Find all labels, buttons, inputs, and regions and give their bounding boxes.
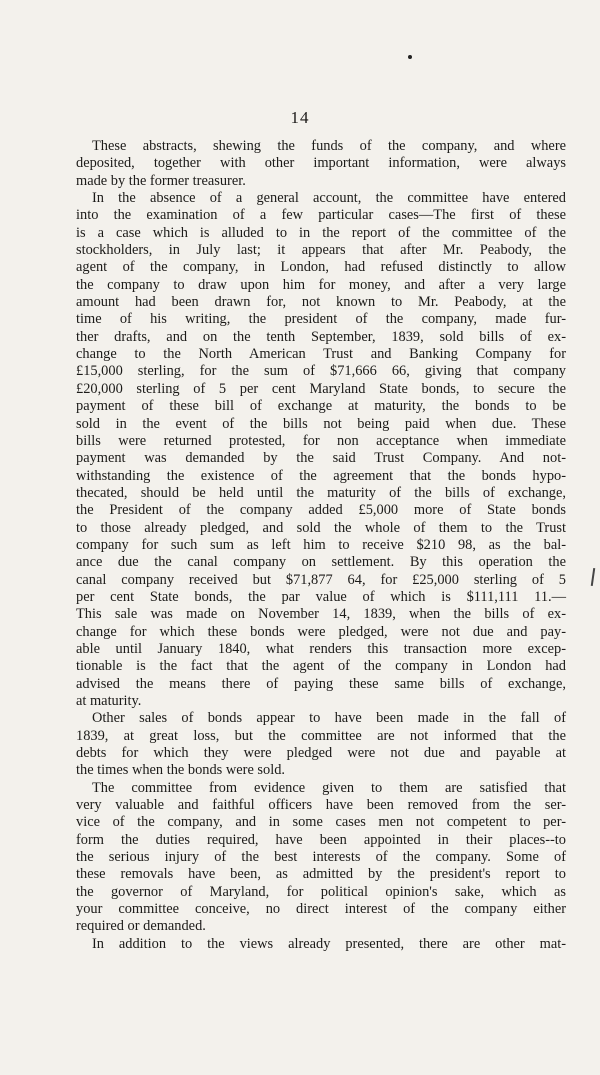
text-line: thecated, should be held until the maturity of the bills of exchange, (76, 484, 566, 501)
text-line: £15,000 sterling, for the sum of $71,666 66, giving that company (76, 363, 566, 380)
text-line: the serious injury of the best interests of the company. Some of (76, 849, 566, 866)
text-line: form the duties required, have been appointed in their places--to (76, 831, 566, 848)
text-line: very valuable and faithful officers have been removed from the ser- (76, 797, 566, 814)
ink-speck (408, 55, 412, 59)
text-line: per cent State bonds, the par value of which is $111,111 11.— (76, 588, 566, 605)
text-line: In addition to the views already presented, there are other mat- (92, 935, 566, 952)
text-line: This sale was made on November 14, 1839, when the bills of ex- (76, 606, 566, 623)
text-line: debts for which they were pledged were not due and payable at (76, 745, 566, 762)
text-line: agent of the company, in London, had refused distinctly to allow (76, 259, 566, 276)
text-line: 1839, at great loss, but the committee are not informed that the (76, 727, 566, 744)
text-line: Other sales of bonds appear to have been made in the fall of (92, 710, 566, 727)
text-line: deposited, together with other important information, were always (76, 155, 566, 172)
text-line: is a case which is alluded to in the report of the committee of the (76, 224, 566, 241)
text-line: payment of these bill of exchange at maturity, the bonds to be (76, 398, 566, 415)
text-line: these removals have been, as admitted by the president's report to (76, 866, 566, 883)
text-line: £20,000 sterling of 5 per cent Maryland State bonds, to secure the (76, 380, 566, 397)
text-line: the company to draw upon him for money, and after a very large (76, 276, 566, 293)
text-line: ther drafts, and on the tenth September, 1839, sold bills of ex- (76, 328, 566, 345)
text-line: able until January 1840, what renders this transaction more excep- (76, 640, 566, 657)
text-line: tionable is the fact that the agent of the company in London had (76, 658, 566, 675)
text-line: canal company received but $71,877 64, for £25,000 sterling of 5 (76, 571, 566, 588)
text-line: sold in the event of the bills not being paid when due. These (76, 415, 566, 432)
text-line: made by the former treasurer. (76, 172, 246, 189)
text-line: the governor of Maryland, for political opinion's sake, which as (76, 883, 566, 900)
text-line: In the absence of a general account, the committee have entered (92, 190, 566, 207)
text-line: change to the North American Trust and Banking Company for (76, 346, 566, 363)
text-line: advised the means there of paying these same bills of exchange, (76, 675, 566, 692)
text-line: company for such sum as left him to receive $210 98, as the bal- (76, 536, 566, 553)
text-line: the President of the company added £5,000 more of State bonds (76, 502, 566, 519)
text-line: vice of the company, and in some cases men not competent to per- (76, 814, 566, 831)
text-line: The committee from evidence given to them are satisfied that (92, 779, 566, 796)
text-line: ance due the canal company on settlement. By this operation the (76, 554, 566, 571)
text-line: change for which these bonds were pledged, were not due and pay- (76, 623, 566, 640)
margin-mark (591, 568, 595, 586)
body-text (76, 138, 566, 953)
text-line: amount had been drawn for, not known to Mr. Peabody, at the (76, 294, 566, 311)
text-line: the times when the bonds were sold. (76, 762, 286, 779)
text-line: your committee conceive, no direct interest of the company either (76, 901, 566, 918)
text-line: payment was demanded by the said Trust Company. And not- (76, 450, 566, 467)
text-line: time of his writing, the president of the company, made fur- (76, 311, 566, 328)
text-line: required or demanded. (76, 918, 206, 935)
text-line: at maturity. (76, 693, 142, 709)
text-line: to those already pledged, and sold the whole of them to the Trust (76, 519, 566, 536)
text-line: withstanding the existence of the agreement that the bonds hypo- (76, 467, 566, 484)
text-line: into the examination of a few particular cases—The first of these (76, 207, 566, 224)
text-line: bills were returned protested, for non acceptance when immediate (76, 432, 566, 449)
text-line: These abstracts, shewing the funds of the company, and where (92, 138, 566, 154)
page-number: 14 (290, 108, 310, 127)
text-line: stockholders, in July last; it appears that after Mr. Peabody, the (76, 242, 566, 259)
